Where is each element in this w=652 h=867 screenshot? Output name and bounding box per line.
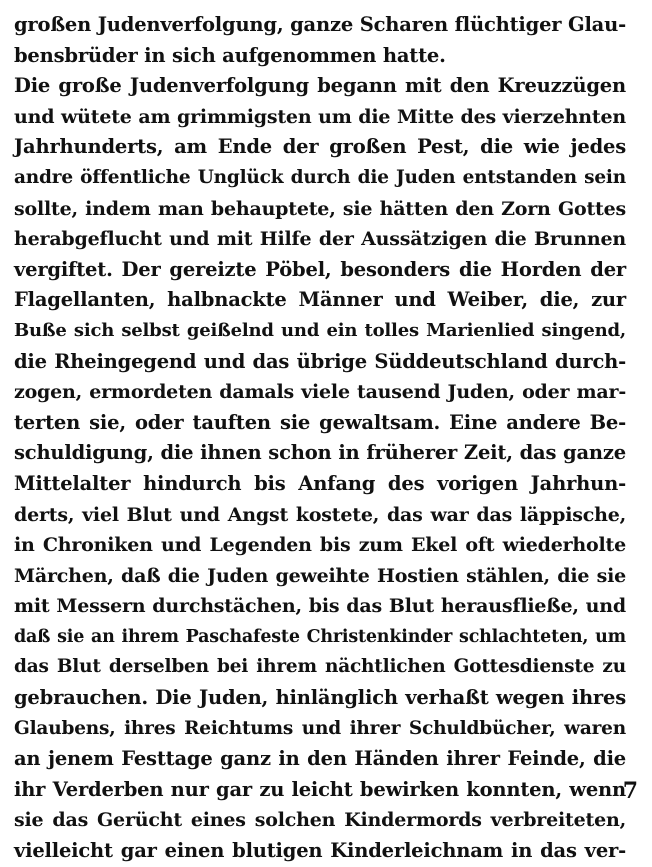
text-line: und wütete am grimmigsten um die Mitte des vierzehnten: [14, 105, 626, 128]
text-line: vergiftet. Der gereizte Pöbel, besonders die Horden der: [14, 257, 626, 281]
text-line: gebrauchen. Die Juden, hinlänglich verhaßt wegen ihres: [14, 686, 626, 710]
text-line: Jahrhunderts, am Ende der großen Pest, die wie jedes: [14, 135, 626, 159]
text-line: terten sie, oder tauften sie gewaltsam. Eine andere Be-: [14, 410, 626, 434]
text-line: sie das Gerücht eines solchen Kindermords verbreiteten,: [14, 809, 626, 832]
text-line: andre öffentliche Unglück durch die Juden entstanden sein: [14, 166, 626, 188]
text-line: sollte, indem man behauptete, sie hätten den Zorn Gottes: [14, 197, 626, 220]
text-line: in Chroniken und Legenden bis zum Ekel oft wiederholte: [14, 534, 626, 557]
text-line: herabgeflucht und mit Hilfe der Aussätzigen die Brunnen: [14, 228, 626, 251]
text-line: die Rheingegend und das übrige Süddeutschland durch-: [14, 349, 626, 373]
text-line: daß sie an ihrem Paschafeste Christenkinder schlachteten, um: [14, 626, 626, 647]
text-line: das Blut derselben bei ihrem nächtlichen Gottesdienste zu: [14, 656, 626, 678]
text-line: Glaubens, ihres Reichtums und ihrer Schuldbücher, waren: [14, 717, 626, 739]
text-line: derts, viel Blut und Angst kostete, das war das läppische,: [14, 503, 626, 526]
text-line: bensbrüder in sich aufgenommen hatte.: [14, 43, 446, 67]
text-line: Märchen, daß die Juden geweihte Hostien stählen, die sie: [14, 564, 626, 587]
text-line: ihr Verderben nur gar zu leicht bewirken konnten, wenn: [14, 777, 626, 801]
text-line: mit Messern durchstächen, bis das Blut herausfließe, und: [14, 595, 626, 618]
text-line: Buße sich selbst geißelnd und ein tolles Marienlied singend,: [14, 319, 626, 341]
text-line: Die große Judenverfolgung begann mit den Kreuzzügen: [14, 74, 626, 98]
text-line: vielleicht gar einen blutigen Kinderleichnam in das ver-: [14, 839, 626, 863]
text-line: Flagellanten, halbnackte Männer und Weiber, die, zur: [14, 288, 626, 312]
text-line: großen Judenverfolgung, ganze Scharen flüchtiger Glau-: [14, 13, 626, 36]
page-number: 7: [622, 778, 638, 804]
body-text: [14, 10, 626, 867]
text-line: Mittelalter hindurch bis Anfang des vorigen Jahrhun-: [14, 471, 626, 495]
text-line: zogen, ermordeten damals viele tausend Juden, oder mar-: [14, 381, 626, 404]
text-line: an jenem Festtage ganz in den Händen ihrer Feinde, die: [14, 747, 626, 771]
text-line: schuldigung, die ihnen schon in früherer Zeit, das ganze: [14, 441, 626, 465]
